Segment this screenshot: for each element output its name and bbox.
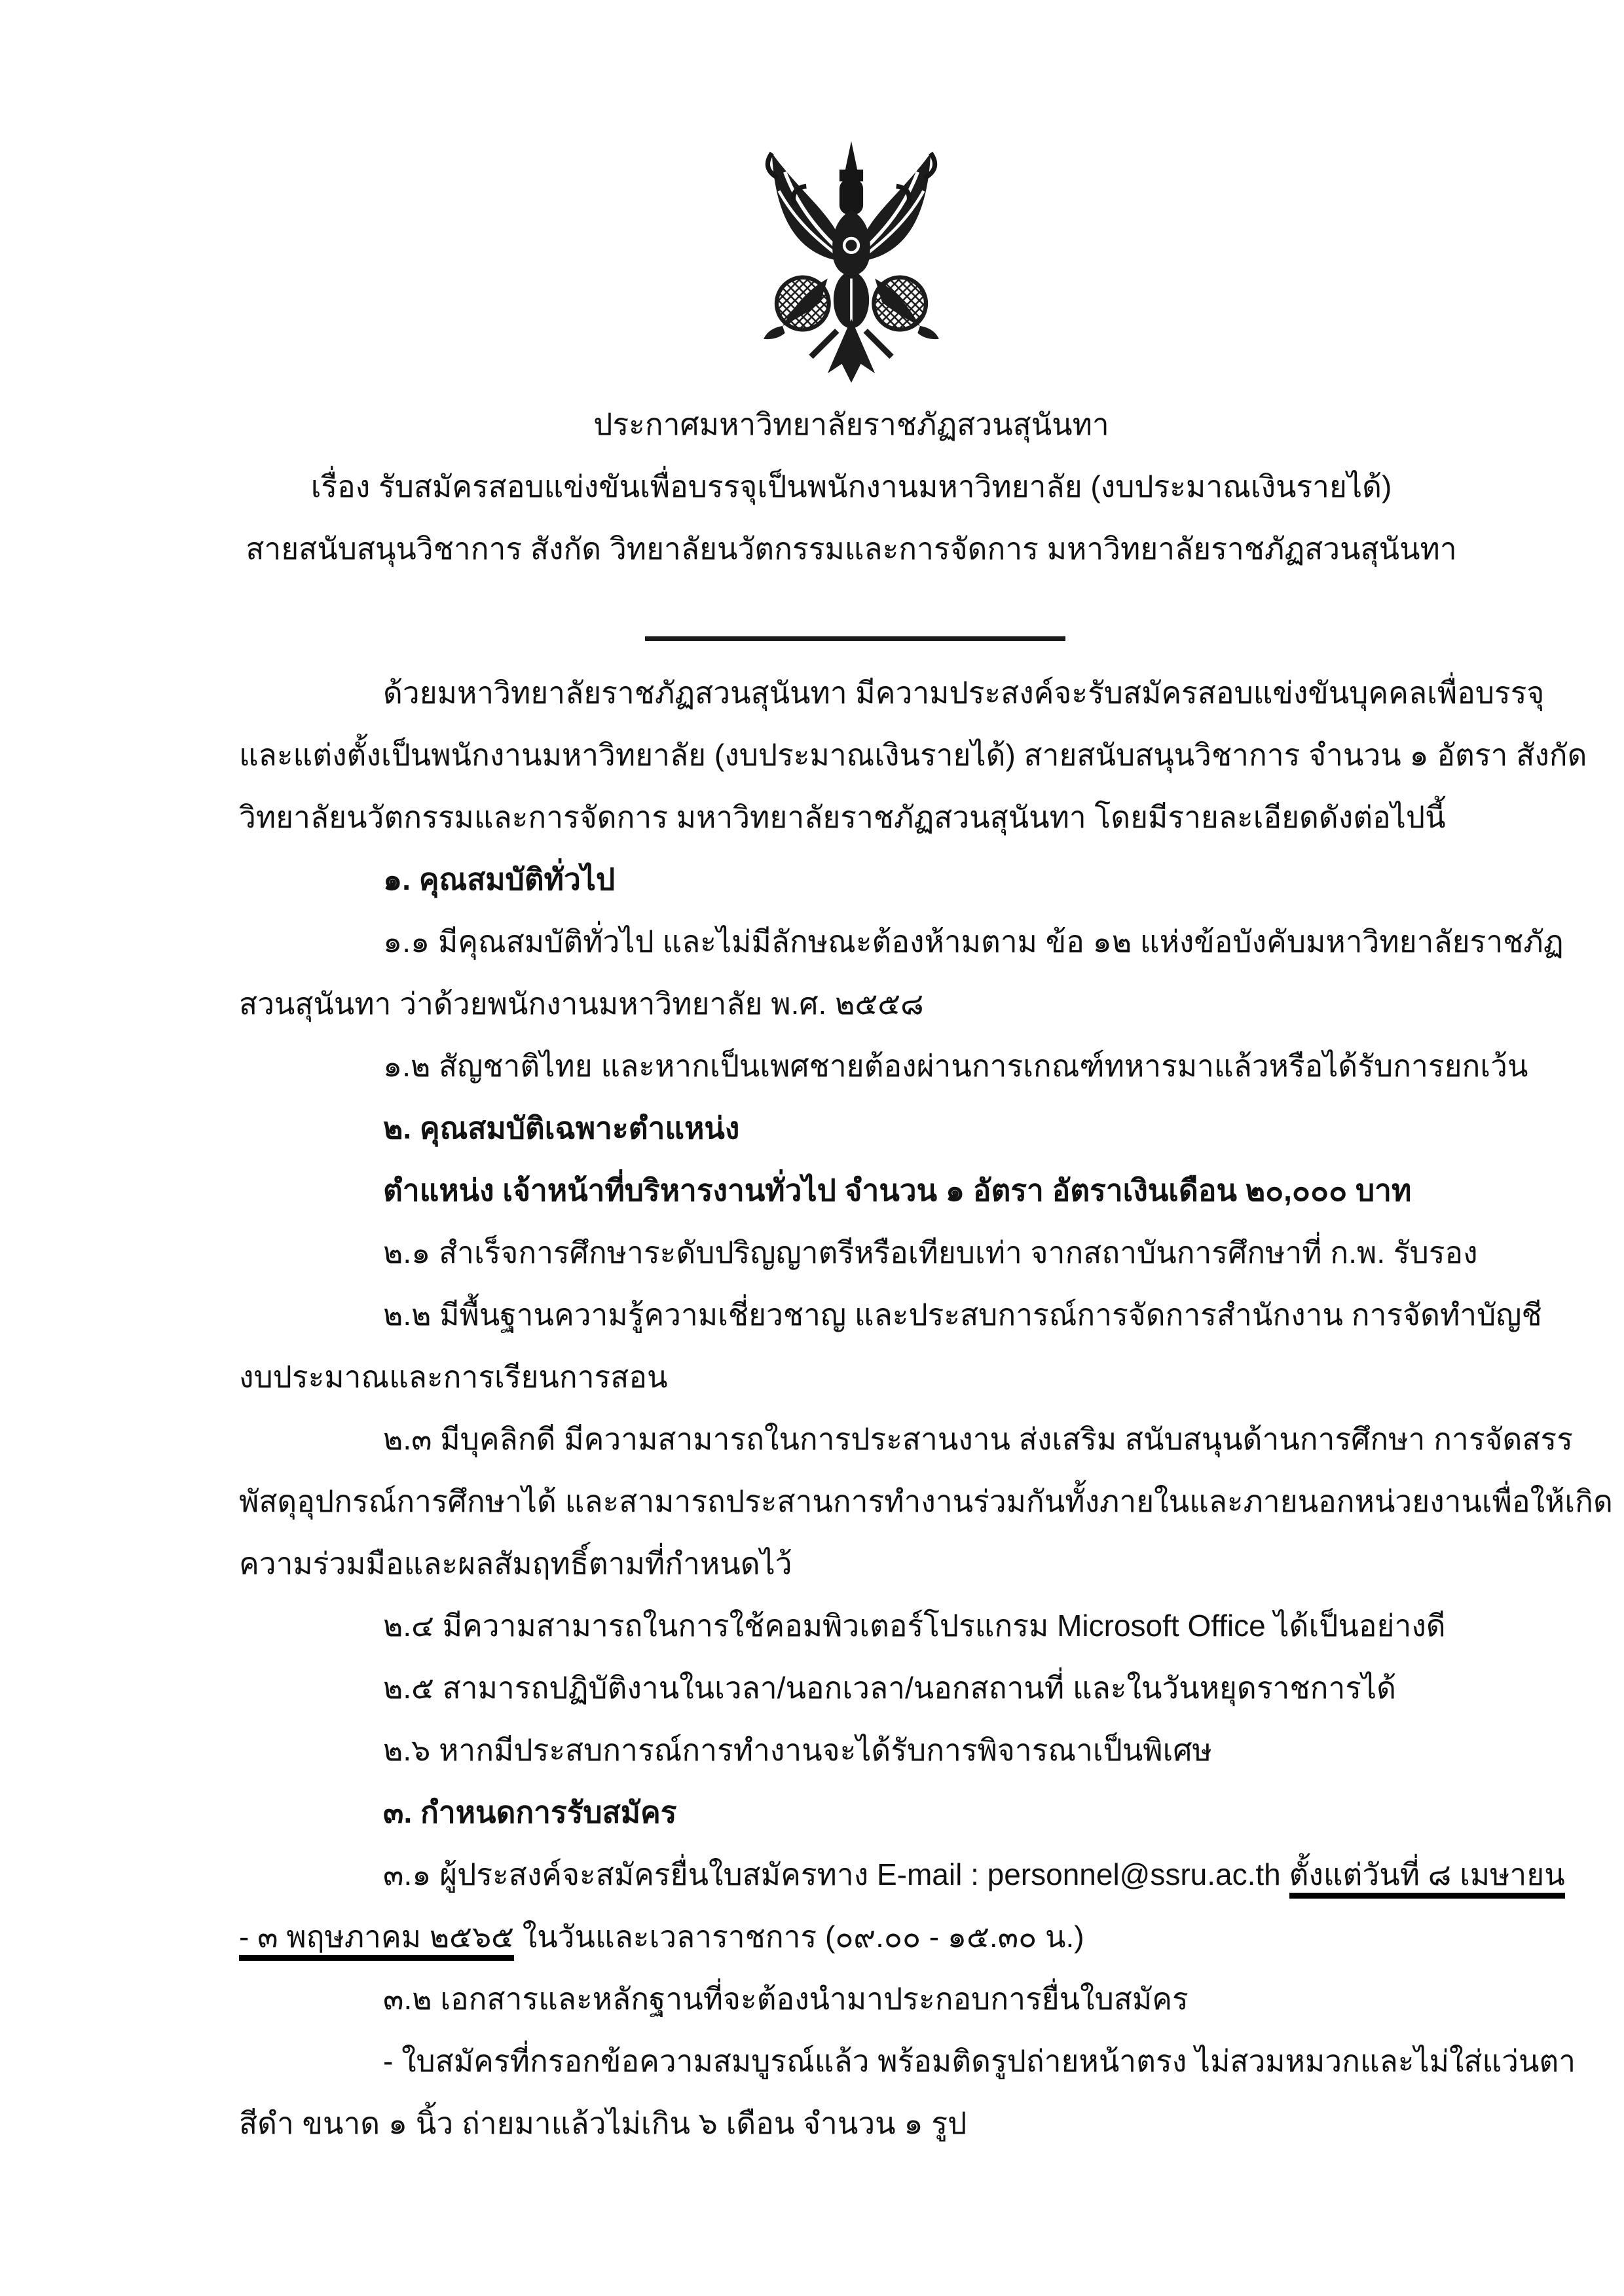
item-2-3-line-3: ความร่วมมือและผลสัมฤทธิ์ตามที่กำหนดไว้ [239, 1546, 792, 1580]
item-2-1: ๒.๑ สำเร็จการศึกษาระดับปริญญาตรีหรือเทียบเท่า จากสถาบันการศึกษาที่ ก.พ. รับรอง [383, 1235, 1478, 1269]
intro-line-2: และแต่งตั้งเป็นพนักงานมหาวิทยาลัย (งบประมาณเงินรายได้) สายสนับสนุนวิชาการ จำนวน ๑ อัตรา สังกัด [239, 738, 1587, 772]
item-3-2: ๓.๒ เอกสารและหลักฐานที่จะต้องนำมาประกอบการยื่นใบสมัคร [383, 1982, 1189, 2016]
section-1-heading: ๑. คุณสมบัติทั่วไป [383, 862, 616, 896]
item-1-1-line-2: สวนสุนันทา ว่าด้วยพนักงานมหาวิทยาลัย พ.ศ. ๒๕๕๘ [239, 987, 924, 1021]
item-1-2: ๑.๒ สัญชาติไทย และหากเป็นเพศชายต้องผ่านการเกณฑ์ทหารมาแล้วหรือได้รับการยกเว้น [383, 1049, 1528, 1083]
item-3-1-text: ๓.๑ ผู้ประสงค์จะสมัครยื่นใบสมัครทาง E-mail : personnel@ssru.ac.th [383, 1857, 1289, 1891]
item-2-3-line-1: ๒.๓ มีบุคลิกดี มีความสามารถในการประสานงาน ส่งเสริม สนับสนุนด้านการศึกษา การจัดสรร [383, 1422, 1573, 1456]
item-1-1-line-1: ๑.๑ มีคุณสมบัติทั่วไป และไม่มีลักษณะต้องห้ามตาม ข้อ ๑๒ แห่งข้อบังคับมหาวิทยาลัยราชภัฏ [383, 924, 1564, 958]
announcement-subject: เรื่อง รับสมัครสอบแข่งขันเพื่อบรรจุเป็นพนักงานมหาวิทยาลัย (งบประมาณเงินรายได้) [310, 469, 1392, 503]
document-requirement-line-2: สีดำ ขนาด ๑ นิ้ว ถ่ายมาแล้วไม่เกิน ๖ เดือน จำนวน ๑ รูป [239, 2106, 967, 2140]
announcement-title: ประกาศมหาวิทยาลัยราชภัฏสวนสุนันทา [593, 407, 1109, 441]
application-start-date-underlined: ตั้งแต่วันที่ ๘ เมษายน [1289, 1857, 1565, 1899]
garuda-emblem-icon [731, 139, 971, 388]
announcement-department: สายสนับสนุนวิชาการ สังกัด วิทยาลัยนวัตกรรมและการจัดการ มหาวิทยาลัยราชภัฏสวนสุนันทา [246, 532, 1457, 566]
item-3-1-line-2 [239, 1915, 1084, 1958]
item-2-6: ๒.๖ หากมีประสบการณ์การทำงานจะได้รับการพิจารณาเป็นพิเศษ [383, 1733, 1212, 1767]
intro-line-1: ด้วยมหาวิทยาลัยราชภัฏสวนสุนันทา มีความประสงค์จะรับสมัครสอบแข่งขันบุคคลเพื่อบรรจุ [383, 676, 1545, 710]
item-3-1-line-1 [383, 1853, 1565, 1896]
office-hours-text: ในวันและเวลาราชการ (๐๙.๐๐ - ๑๕.๓๐ น.) [514, 1920, 1084, 1954]
item-2-4: ๒.๔ มีความสามารถในการใช้คอมพิวเตอร์โปรแกรม Microsoft Office ได้เป็นอย่างดี [383, 1609, 1446, 1643]
section-2-heading: ๒. คุณสมบัติเฉพาะตำแหน่ง [383, 1111, 740, 1145]
section-3-heading: ๓. กำหนดการรับสมัคร [383, 1795, 677, 1829]
item-2-2-line-2: งบประมาณและการเรียนการสอน [239, 1360, 668, 1394]
item-2-5: ๒.๕ สามารถปฏิบัติงานในเวลา/นอกเวลา/นอกสถานที่ และในวันหยุดราชการได้ [383, 1671, 1396, 1705]
application-end-date-underlined: - ๓ พฤษภาคม ๒๕๖๕ [239, 1920, 514, 1961]
position-and-salary: ตำแหน่ง เจ้าหน้าที่บริหารงานทั่วไป จำนวน ๑ อัตรา อัตราเงินเดือน ๒๐,๐๐๐ บาท [383, 1173, 1412, 1207]
intro-line-3: วิทยาลัยนวัตกรรมและการจัดการ มหาวิทยาลัยราชภัฏสวนสุนันทา โดยมีรายละเอียดดังต่อไปนี้ [239, 800, 1446, 834]
item-2-2-line-1: ๒.๒ มีพื้นฐานความรู้ความเชี่ยวชาญ และประสบการณ์การจัดการสำนักงาน การจัดทำบัญชี [383, 1298, 1542, 1332]
document-requirement-line-1: - ใบสมัครที่กรอกข้อความสมบูรณ์แล้ว พร้อมติดรูปถ่ายหน้าตรง ไม่สวมหมวกและไม่ใส่แว่นตา [383, 2044, 1576, 2078]
item-2-3-line-2: พัสดุอุปกรณ์การศึกษาได้ และสามารถประสานการทำงานร่วมกันทั้งภายในและภายนอกหน่วยงานเพื่อให้เกิด [239, 1484, 1613, 1518]
title-separator-rule [645, 636, 1065, 641]
